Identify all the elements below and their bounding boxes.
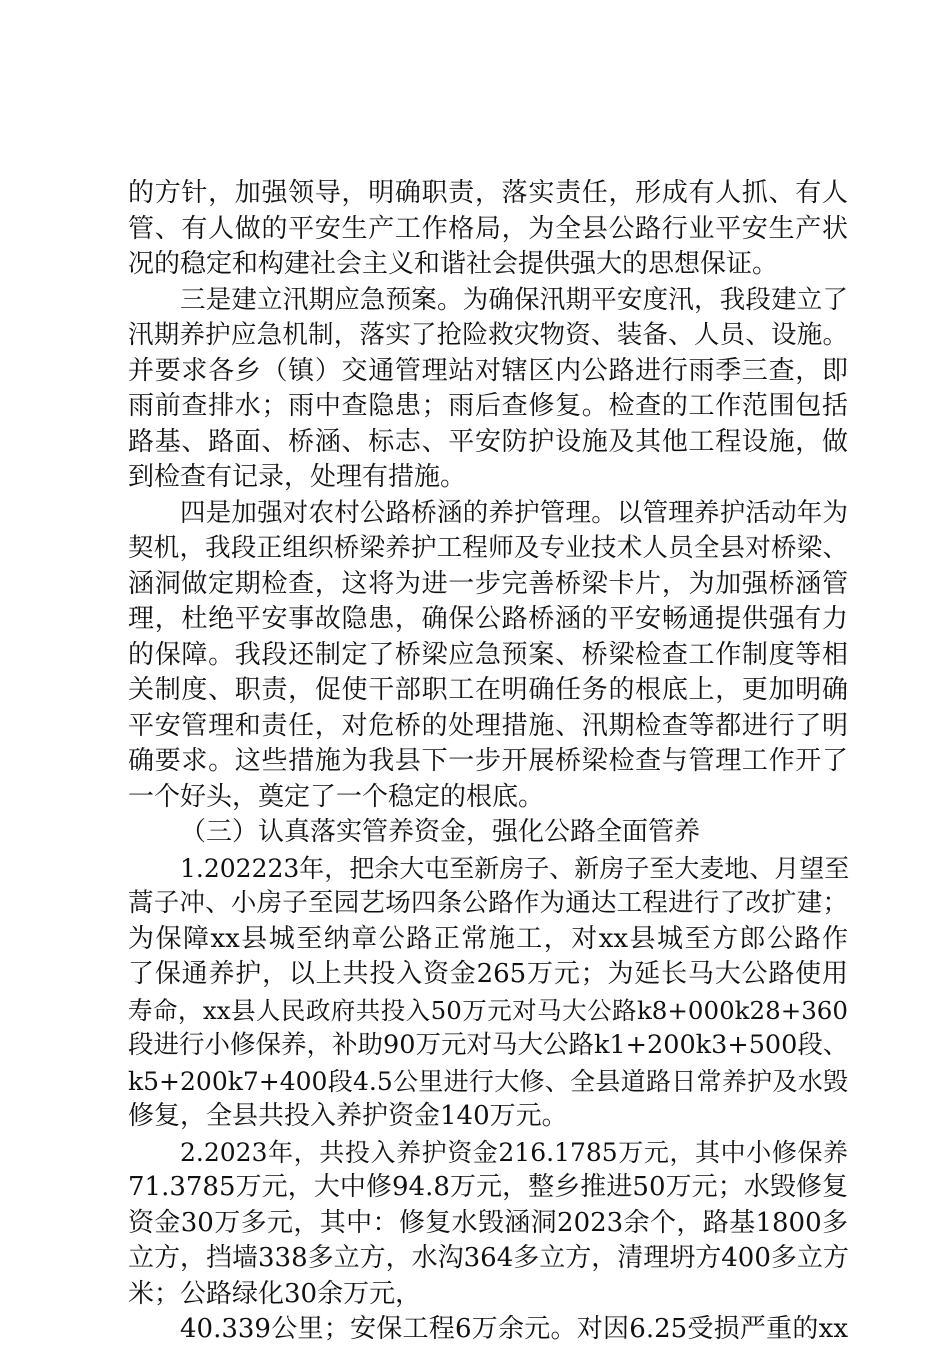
text-line: 的保障。我段还制定了桥梁应急预案、桥梁检查工作制度等相	[128, 639, 848, 670]
text-line: 米；公路绿化30余万元，	[128, 1278, 422, 1309]
text-line: k5+200k7+400段4.5公里进行大修、全县道路日常养护及水毁	[128, 1066, 848, 1096]
text-line: 况的稳定和构建社会主义和谐社会提供强大的思想保证。	[128, 249, 779, 279]
text-line: 路基、路面、桥涵、标志、平安防护设施及其他工程设施，做	[128, 426, 848, 457]
text-line: 理，杜绝平安事故隐患，确保公路桥涵的平安畅通提供强有力	[128, 604, 848, 634]
text-line: 立方，挡墙338多立方，水沟364多立方，清理坍方400多立方	[128, 1243, 849, 1273]
text-line: 为保障xx县城至纳章公路正常施工，对xx县城至方郎公路作	[128, 923, 848, 954]
text-line: 71.3785万元，大中修94.8万元，整乡推进50万元；水毁修复	[128, 1172, 848, 1202]
text-line: 汛期养护应急机制，落实了抢险救灾物资、装备、人员、设施。	[128, 320, 848, 350]
text-line: 段进行小修保养，补助90万元对马大公路k1+200k3+500段、	[128, 1030, 849, 1060]
paragraph-start-line: 三是建立汛期应急预案。为确保汛期平安度汛，我段建立了	[180, 284, 848, 315]
section-heading: （三）认真落实管养资金，强化公路全面管养	[180, 817, 701, 847]
text-line: 修复，全县共投入养护资金140万元。	[128, 1101, 568, 1131]
paragraph-start-line: 1.202223年，把余大屯至新房子、新房子至大麦地、月望至	[180, 853, 850, 883]
text-line: 蒿子冲、小房子至园艺场四条公路作为通达工程进行了改扩建；	[128, 888, 848, 918]
text-line: 寿命，xx县人民政府共投入50万元对马大公路k8+000k28+360	[128, 995, 848, 1025]
text-line: 契机，我段正组织桥梁养护工程师及专业技术人员全县对桥梁、	[128, 533, 848, 563]
text-line: 了保通养护，以上共投入资金265万元；为延长马大公路使用	[128, 959, 848, 989]
text-line: 资金30万多元，其中：修复水毁涵洞2023余个，路基1800多	[128, 1207, 848, 1238]
body-text	[128, 176, 848, 1348]
paragraph-start-line: 40.339公里；安保工程6万余元。对因6.25受损严重的xx	[180, 1314, 848, 1344]
paragraph-start-line: 四是加强对农村公路桥涵的养护管理。以管理养护活动年为	[180, 497, 848, 528]
text-line: 平安管理和责任，对危桥的处理措施、汛期检查等都进行了明	[128, 710, 848, 741]
text-line: 一个好头，奠定了一个稳定的根底。	[128, 781, 545, 812]
text-line: 并要求各乡（镇）交通管理站对辖区内公路进行雨季三查，即	[128, 355, 848, 386]
text-line: 确要求。这些措施为我县下一步开展桥梁检查与管理工作开了	[128, 746, 848, 776]
text-line: 的方针，加强领导，明确职责，落实责任，形成有人抓、有人	[128, 178, 848, 208]
text-line: 关制度、职责，促使干部职工在明确任务的根底上，更加明确	[128, 675, 848, 705]
text-line: 涵洞做定期检查，这将为进一步完善桥梁卡片，为加强桥涵管	[128, 568, 848, 599]
paragraph-start-line: 2.2023年，共投入养护资金216.1785万元，其中小修保养	[180, 1137, 848, 1167]
text-line: 雨前查排水；雨中查隐患；雨后查修复。检查的工作范围包括	[128, 391, 848, 421]
text-line: 到检查有记录，处理有措施。	[128, 462, 467, 492]
text-line: 管、有人做的平安生产工作格局，为全县公路行业平安生产状	[128, 213, 848, 244]
